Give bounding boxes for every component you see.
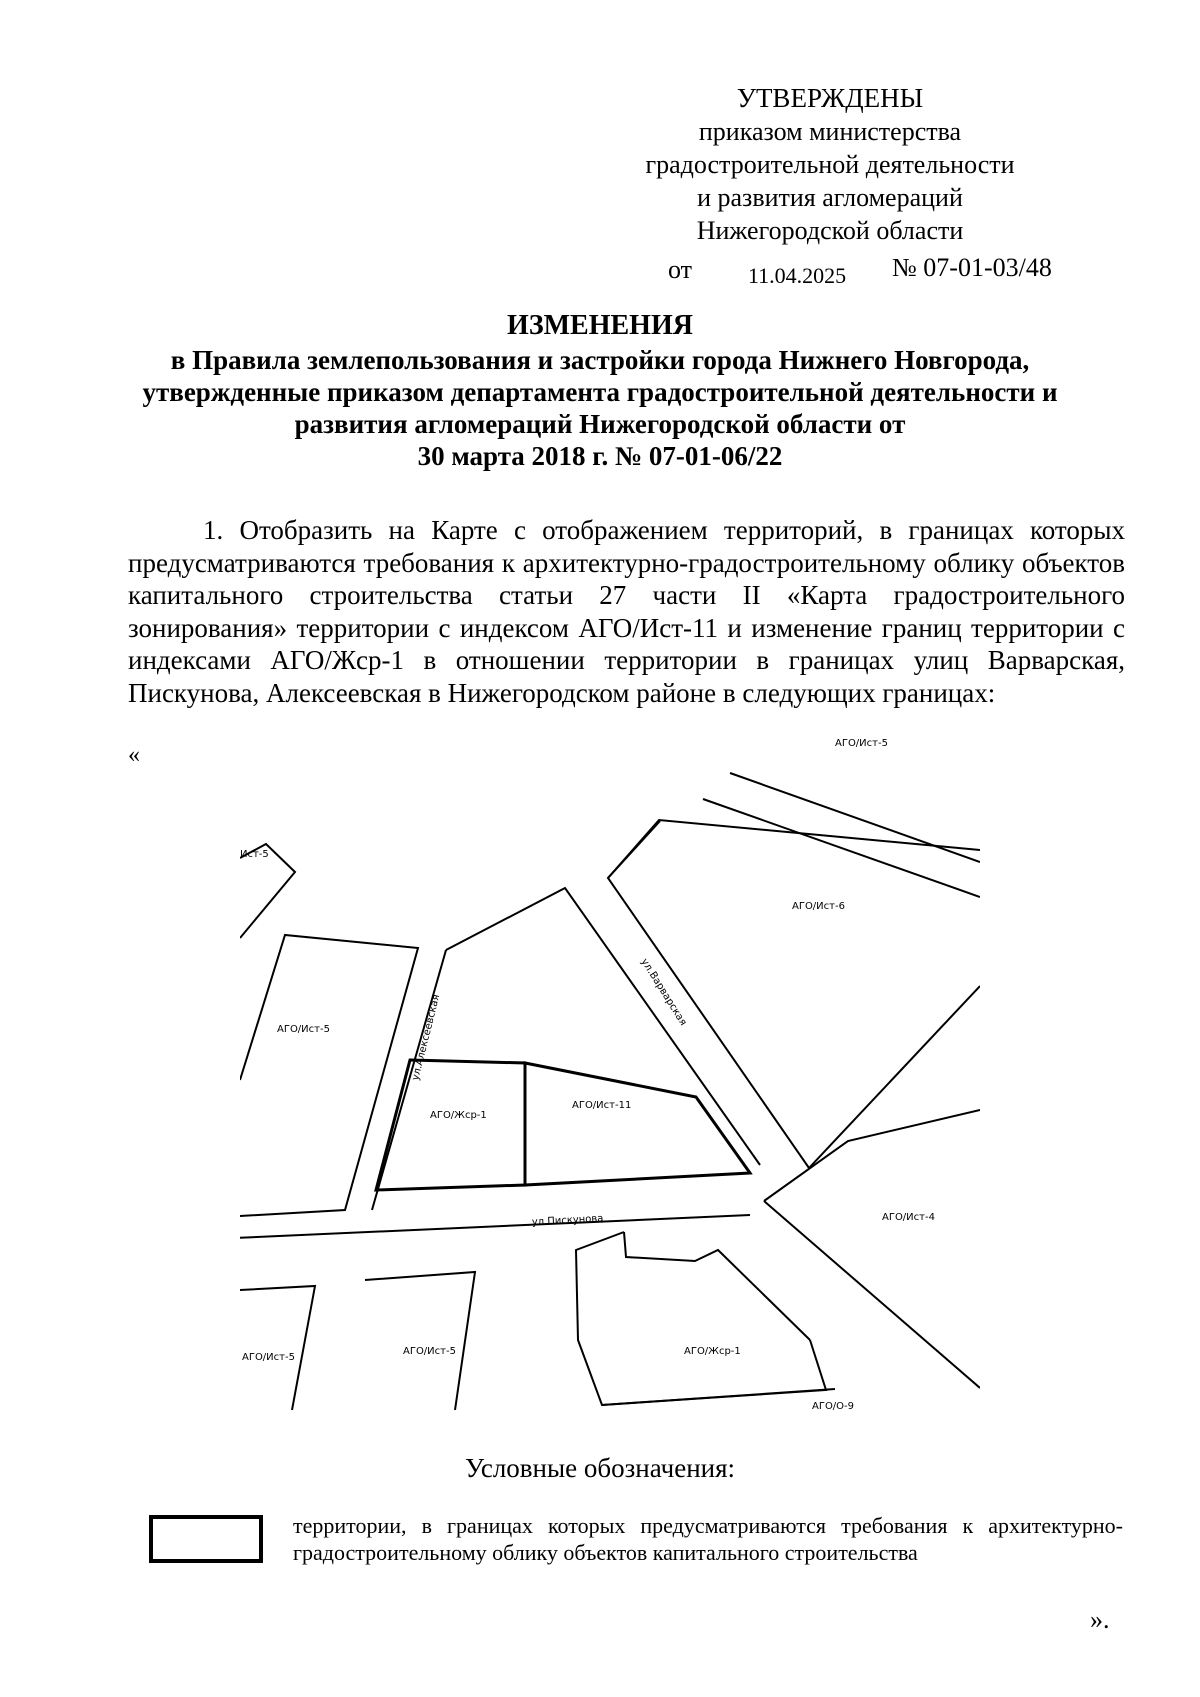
title-line: в Правила землепользования и застройки города Нижнего Новгорода,: [170, 345, 1030, 375]
map-boundary: [240, 1286, 315, 1410]
zone-label: АГО/Жср-1: [430, 1110, 487, 1121]
map-boundary: [240, 1215, 750, 1238]
approval-from-label: от: [668, 255, 693, 284]
title-line: утвержденные приказом департамента градостроительной деятельности и: [142, 377, 1058, 407]
zone-label: АГО/О-9: [812, 1401, 855, 1412]
map-boundary: [730, 773, 980, 862]
map-boundary: [602, 1389, 835, 1405]
zone-label: Ист-5: [240, 849, 269, 860]
quote-close: ».: [1090, 1605, 1110, 1634]
approval-block: [600, 82, 1100, 287]
approval-heading: УТВЕРЖДЕНЫ: [736, 83, 924, 113]
ago-ist11-parcel: [525, 1063, 750, 1185]
map-boundary: [608, 820, 980, 878]
approval-line: приказом министерства: [698, 117, 962, 146]
map-boundary: [764, 1110, 980, 1201]
quote-open: «: [128, 742, 140, 768]
document-title: [100, 310, 1100, 472]
approval-line: градостроительной деятельности: [645, 150, 1015, 179]
street-label: ул.Варварская: [638, 956, 689, 1028]
map-boundary: [240, 935, 418, 1216]
approval-number: № 07-01-03/48: [892, 253, 1052, 282]
legend-title: Условные обозначения:: [464, 1453, 736, 1483]
zone-label: АГО/Ист-11: [572, 1100, 632, 1111]
title-line: развития агломераций Нижегородской области от: [294, 409, 906, 439]
map-boundary: [446, 888, 760, 1165]
map-boundary: [372, 950, 446, 1210]
map-boundary: [365, 1272, 475, 1410]
zone-label: АГО/Ист-4: [882, 1212, 935, 1223]
map-boundary: [764, 1201, 980, 1388]
title-main: ИЗМЕНЕНИЯ: [507, 310, 693, 341]
zone-label: АГО/Ист-5: [835, 738, 888, 749]
zone-label: АГО/Жср-1: [684, 1346, 741, 1357]
approval-line: и развития агломераций: [697, 183, 963, 212]
approval-order: [600, 247, 1100, 287]
map-boundary: [809, 986, 980, 1168]
legend-swatch: [149, 1515, 263, 1563]
approval-date: 11.04.2025: [748, 263, 847, 288]
zoning-map: [240, 730, 980, 1425]
body-paragraph: 1. Отобразить на Карте с отображением территорий, в границах которых предусматриваются требования к архитектурно-градостроительному облику объектов капитального строительства статьи 27 части II «Карта градостроительного зонирования» территории с индексом АГО/Ист-11 и изменение границ территории с индексами АГО/Жср-1 в отношении территории в границах улиц Варварская, Пискунова, Алексеевская в Нижегородском районе в следующих границах:: [128, 515, 1125, 708]
approval-line: Нижегородской области: [696, 216, 964, 245]
legend-text: территории, в границах которых предусматриваются требования к архитектурно-градостроительному облику объектов капитального строительства: [293, 1513, 1123, 1565]
zone-label: АГО/Ист-5: [277, 1024, 330, 1035]
zoning-map-svg: [240, 730, 980, 1420]
ago-zhsr1-parcel: [376, 1060, 525, 1190]
zone-label: АГО/Ист-5: [403, 1346, 456, 1357]
map-boundary: [624, 1232, 810, 1340]
zone-label: АГО/Ист-6: [792, 901, 845, 912]
title-line: 30 марта 2018 г. № 07-01-06/22: [417, 441, 783, 471]
street-label: ул.Алексеевская: [410, 993, 443, 1082]
street-label: ул.Пискунова: [531, 1213, 604, 1228]
zone-label: АГО/Ист-5: [242, 1352, 295, 1363]
